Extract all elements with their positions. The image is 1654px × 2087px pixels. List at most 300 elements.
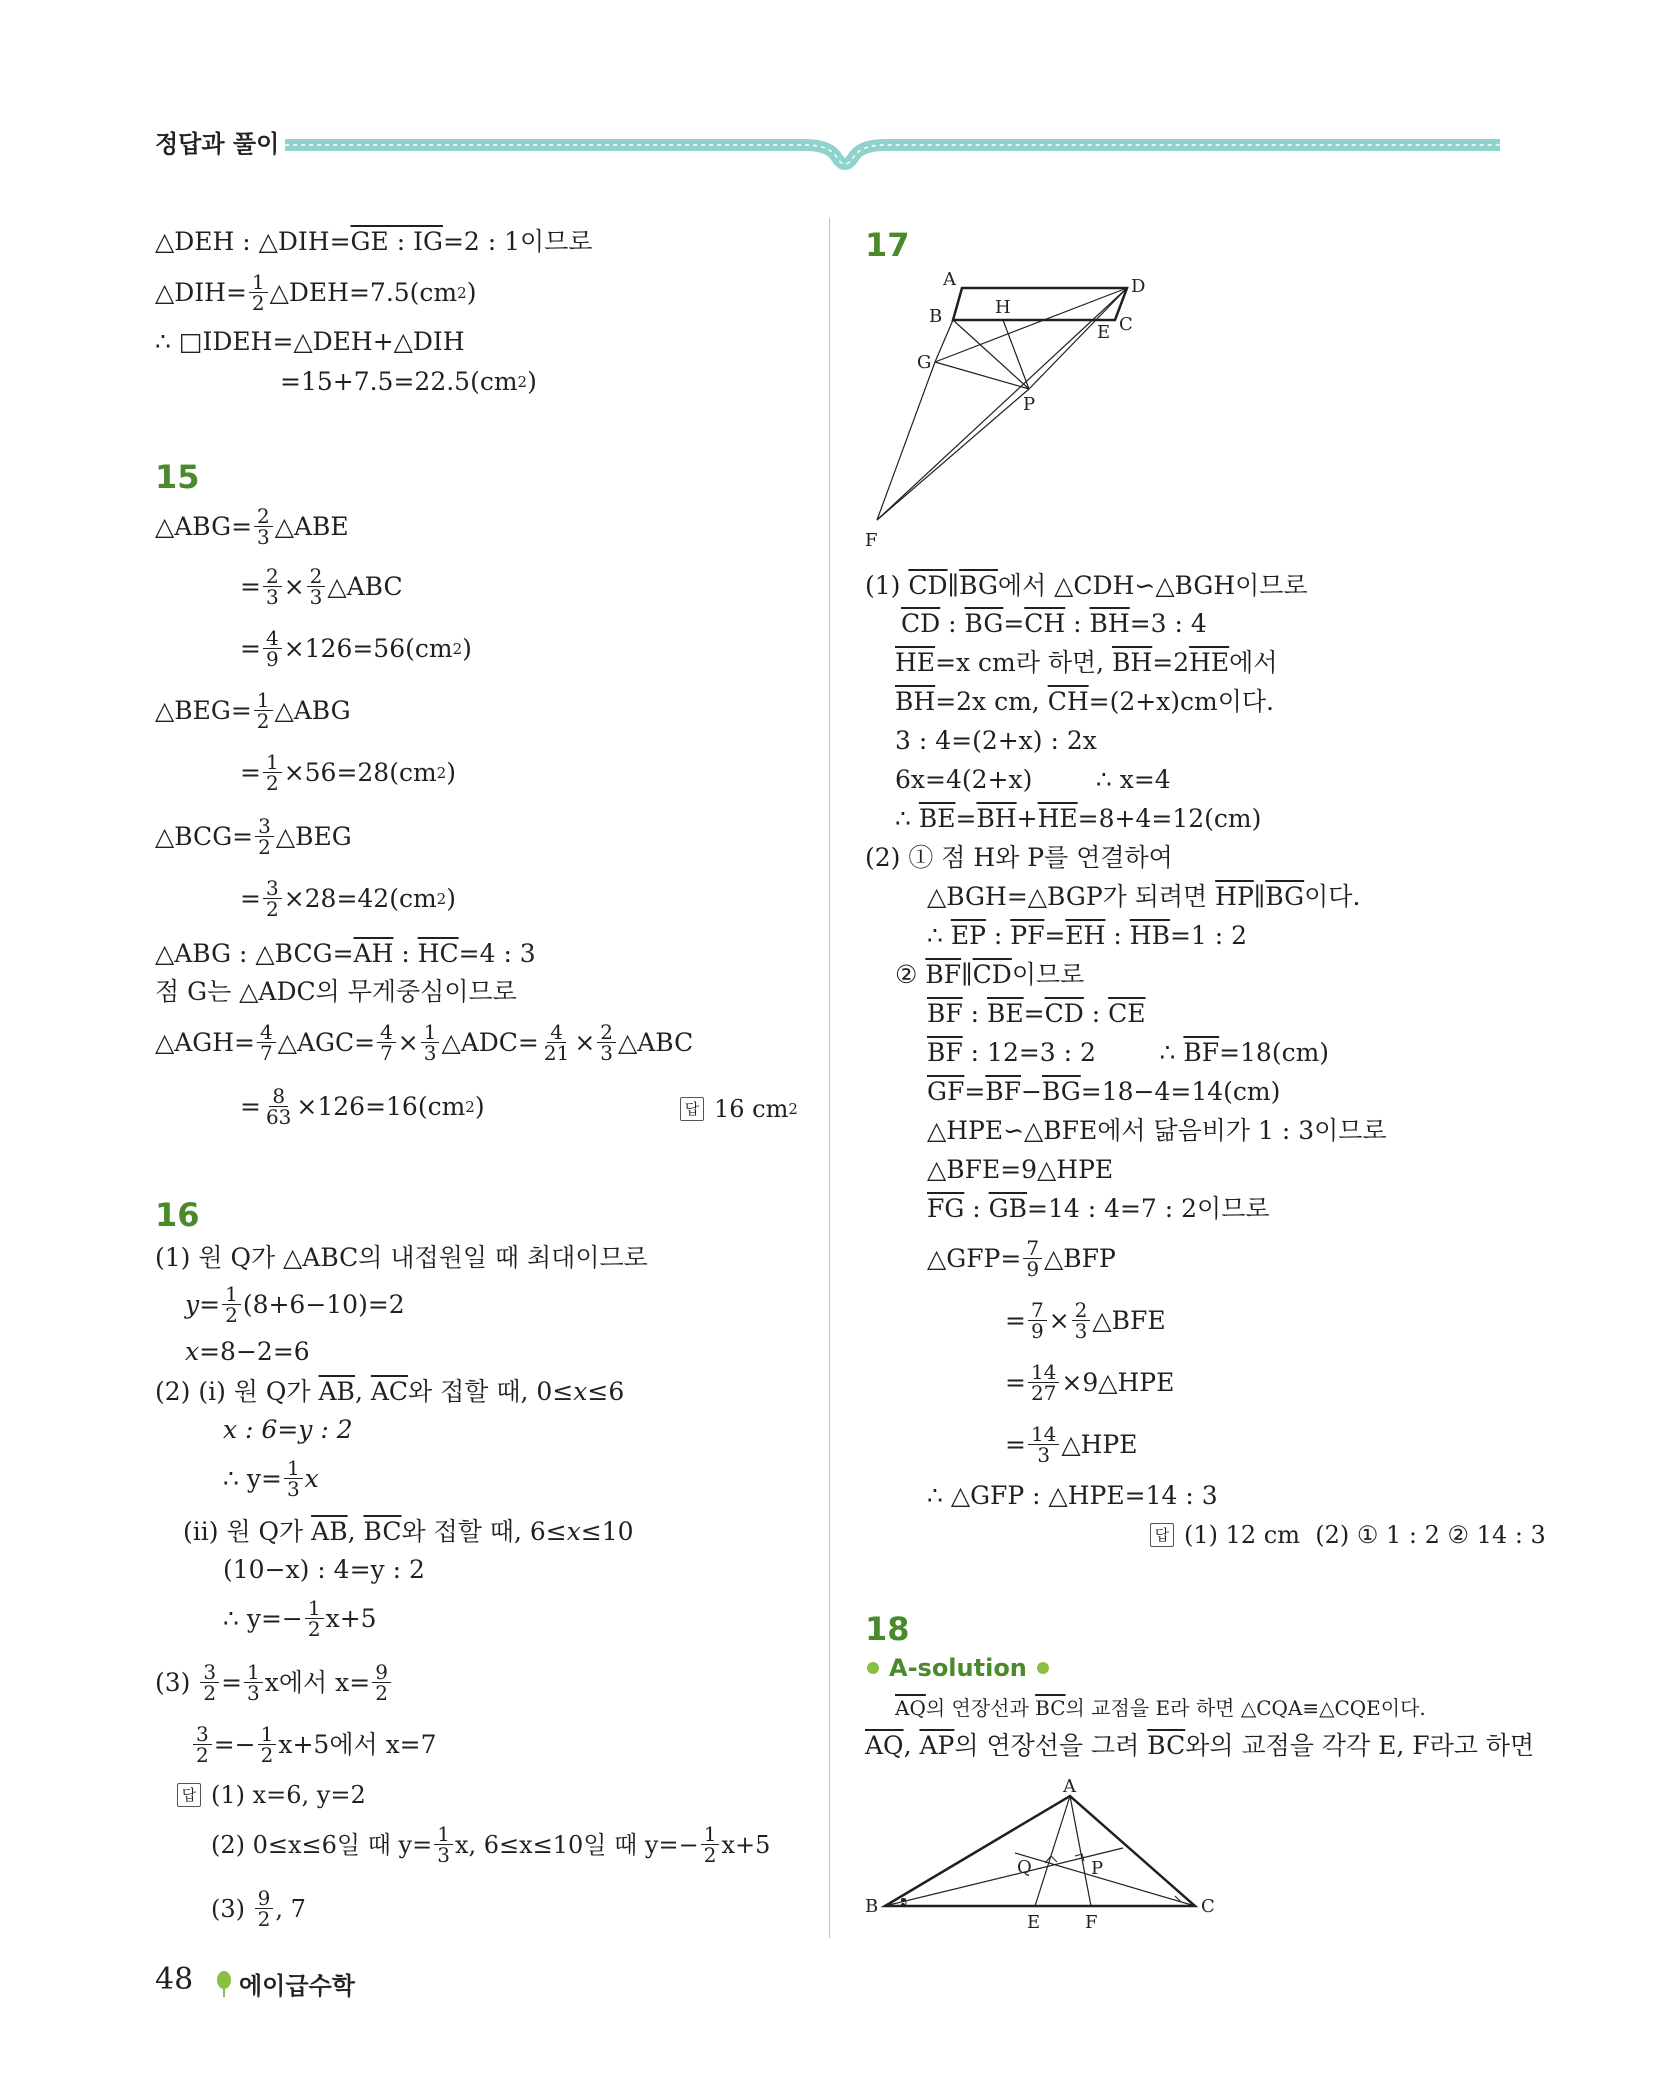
text: △ABG : △BCG= [155,939,354,968]
text: △DEH=7.5(cm [269,277,458,307]
text: = [1005,1367,1026,1397]
text: △DEH : △DIH= [155,227,351,256]
denominator: 2 [258,835,271,859]
segment: $\overline{EP}$ [950,921,986,950]
fraction [263,752,282,793]
text: ≤10 [580,1517,634,1546]
numerator: 7 [1023,1238,1042,1259]
s15-line-b1 [155,690,351,731]
text: : [1083,999,1109,1028]
figure-18-label: A [1063,1778,1076,1797]
denominator: 9 [265,647,279,671]
denominator: 7 [380,1041,393,1065]
answer-text: x+5 [721,1830,771,1859]
text: ) [462,633,472,663]
numerator: 3 [263,878,282,899]
text: = [240,883,261,913]
segment: $\overline{AQ}$ [865,1731,904,1760]
text: =8+4=12(cm) [1077,804,1262,833]
text: = [199,1289,221,1319]
segment: $\overline{PF}$ [1010,921,1045,950]
denominator: 2 [703,1843,717,1867]
denominator: 9 [1026,1257,1040,1281]
text: , [903,1731,920,1760]
a-solution-label: A-solution [889,1654,1027,1682]
segment: $\overline{CE}$ [1108,999,1146,1028]
s16-line-p3a: (10−x) : 4=y : 2 [223,1555,425,1584]
text: : [985,921,1011,950]
fraction [222,1284,241,1325]
numerator: 8 [269,1086,288,1107]
column-divider [829,218,830,1938]
figure-17-label: G [917,352,932,373]
denominator: 2 [257,1907,271,1931]
text: =1 : 2 [1169,921,1248,950]
denominator: 2 [225,1303,238,1327]
text: =8−2=6 [199,1337,310,1366]
text: : [1105,921,1130,950]
text: △GFP= [927,1243,1022,1273]
text: ∴ y=− [223,1603,303,1633]
figure-18-label: B [865,1896,879,1917]
answer-text: (3) [211,1894,253,1923]
fraction [541,1022,572,1063]
denominator: 9 [1030,1319,1044,1343]
superscript: 2 [452,639,463,658]
text: x에서 x= [264,1667,371,1697]
fraction [263,878,282,919]
text: 에서 [1229,648,1278,677]
text: =4 : 3 [458,939,536,968]
figure-18-label: E [1027,1912,1041,1933]
denominator: 27 [1030,1381,1057,1405]
text: =15+7.5=22.5(cm [280,367,518,396]
brand-name: 에이급수학 [239,1972,355,2000]
s17-line-15: △HPE∽△BFE에서 닮음비가 1 : 3이므로 [927,1116,1387,1145]
text: ) [466,277,477,307]
superscript: 2 [436,763,447,782]
text: =2x cm, [935,687,1048,716]
fraction [263,628,282,669]
variable: x [566,1517,581,1546]
text: ) [446,757,456,787]
text: = [240,633,261,663]
text: △AGH= [155,1027,255,1057]
numerator: 1 [249,272,268,293]
text: 의 교점을 E라 하면 △CQA≡△CQE이다. [1065,1696,1426,1720]
s17-line-10 [927,918,1247,954]
answer-mark-icon: 답 [680,1097,704,1121]
numerator: 1 [434,1824,453,1845]
text: = [955,804,977,833]
fraction [249,272,268,313]
denominator: 3 [423,1041,437,1065]
segment: $\overline{BH}$ [1089,609,1130,638]
text: ) [527,367,537,396]
text: =− [213,1729,256,1759]
header-label: 정답과 풀이 [155,130,280,158]
denominator: 7 [260,1041,273,1065]
text: ×28=42(cm [283,883,437,913]
text: =2 [1152,648,1190,677]
numerator: 1 [258,1724,277,1745]
numerator: 1 [222,1284,241,1305]
numerator: 2 [254,506,273,527]
text: : [962,999,988,1028]
s15-line-c1 [155,816,352,857]
text: ×56=28(cm [283,757,437,787]
s17-line-4 [895,684,1274,720]
answer-text: (2) 0≤x≤6일 때 y= [211,1830,433,1859]
denominator: 2 [265,771,279,795]
text: = [1005,1305,1026,1335]
text: △DIH= [155,277,247,307]
figure-18-label: Q [1017,1857,1032,1878]
numerator: 2 [307,566,326,587]
s17-line-11 [895,957,1084,993]
segment: $\overline{AB}$ [318,1377,355,1406]
fraction [434,1824,453,1865]
page-number: 48 [155,1962,194,1997]
figure-17-label: H [995,297,1011,318]
s15-answer [680,1092,798,1126]
text: : [964,1194,989,1223]
segment: $\overline{AQ}$ [895,1696,926,1720]
s17-line-2 [901,606,1207,642]
segment: $\overline{BF}$ [927,1038,963,1067]
text: ) [474,1091,485,1121]
text: ) [446,883,456,913]
fraction [307,566,326,607]
text: △BGH=△BGP가 되려면 [927,882,1216,911]
s17-line-17 [927,1191,1270,1227]
text: △ABG= [155,511,253,541]
segment: $\overline{BF}$ [985,1077,1021,1106]
segment: $\overline{BG}$ [1265,882,1305,911]
numerator: 3 [200,1662,219,1683]
segment: $\overline{AB}$ [311,1517,348,1546]
superscript: 2 [517,373,528,391]
numerator: 2 [263,566,282,587]
text: 의 연장선을 그려 [954,1731,1148,1760]
fraction [597,1022,616,1063]
text: ∴ [895,804,919,833]
text: = [221,1667,243,1697]
s15-line-a2 [240,566,403,607]
segment: $\overline{FG}$ [927,1194,965,1223]
denominator: 2 [196,1743,209,1767]
segment: $\overline{BC}$ [1147,1731,1186,1760]
text: × [283,571,305,601]
s17-line-9 [927,879,1360,915]
text: △BFP [1044,1243,1116,1273]
s17-line-12 [927,996,1146,1032]
segment: $\overline{AH}$ [353,939,394,968]
s16-line-p2a: x : 6=y : 2 [223,1415,353,1444]
denominator: 3 [309,585,323,609]
text: 와의 교점을 각각 E, F라고 하면 [1185,1731,1535,1760]
segment: $\overline{BG}$ [1041,1077,1081,1106]
text: (2) (ⅰ) 원 Q가 [155,1377,319,1406]
fraction [257,1022,276,1063]
denominator: 3 [437,1843,450,1867]
denominator: 3 [600,1041,614,1065]
variable: x [185,1337,200,1366]
s16-line-p2 [155,1374,624,1410]
figure-18-label: C [1201,1896,1215,1917]
text: ≤6 [587,1377,625,1406]
text: = [1044,921,1066,950]
text: 에서 △CDH∽△BGH이므로 [997,571,1308,600]
answer-mark-icon: 답 [1150,1523,1174,1547]
text: ×126=56(cm [283,633,453,663]
text: △BEG [275,821,352,851]
denominator: 2 [260,1743,274,1767]
fraction [284,1458,303,1499]
denominator: 2 [203,1681,217,1705]
text: × [574,1027,596,1057]
s15-line-d2 [240,1086,485,1127]
figure-17-label: P [1023,394,1036,415]
fraction [255,1888,274,1929]
fraction [254,690,273,731]
text: : 12=3 : 2 ∴ [962,1038,1184,1067]
text: △BCG= [155,821,254,851]
numerator: 1 [421,1022,440,1043]
text: =x cm라 하면, [935,648,1113,677]
numerator: 9 [372,1662,391,1683]
text: = [1005,1429,1026,1459]
segment: $\overline{BH}$ [895,687,936,716]
denominator: 3 [257,525,270,549]
numerator: 1 [284,1458,303,1479]
text: ∥ [947,571,960,600]
segment: $\overline{HC}$ [417,939,459,968]
answer-text: 16 cm [714,1095,789,1123]
text: =2 : 1이므로 [442,227,593,256]
answer-text: , 7 [275,1894,306,1923]
fraction [1023,1238,1042,1279]
text: = [964,1077,986,1106]
text: (ⅱ) 원 Q가 [183,1517,312,1546]
text: △ABG [274,695,351,725]
s16-answer-1 [177,1778,366,1812]
segment: $\overline{HE}$ [895,648,936,677]
s17-line-18 [927,1238,1116,1279]
text: △AGC= [277,1027,376,1057]
text: ② [895,960,926,989]
numerator: 14 [1028,1424,1059,1445]
s17-line-3 [895,645,1277,681]
text: × [1048,1305,1070,1335]
text: (3) [155,1667,199,1697]
figure-18-label: F [1085,1912,1098,1933]
text: (1) [865,571,909,600]
segment: $\overline{BG}$ [959,571,998,600]
fraction [255,816,274,857]
s16-line-p1a [185,1284,405,1325]
text: =14 : 4=7 : 2이므로 [1027,1194,1270,1223]
text: =18−4=14(cm) [1080,1077,1281,1106]
fraction [200,1662,219,1703]
text: ×126=16(cm [296,1091,466,1121]
text: △ABC [618,1027,694,1057]
segment: $\overline{CD}$ [1044,999,1084,1028]
segment: $\overline{CD}$ [901,609,941,638]
text: =3 : 4 [1129,609,1207,638]
s16-answer-3 [211,1888,306,1929]
section-number-18: 18 [865,1610,910,1648]
fraction [244,1662,263,1703]
answer-text: (1) x=6, y=2 [211,1781,366,1809]
s16-line-p1: (1) 원 Q가 △ABC의 내접원일 때 최대이므로 [155,1243,648,1272]
text: 의 연장선과 [925,1696,1036,1720]
numerator: 4 [257,1022,276,1043]
balloon-icon [215,1970,233,1998]
text: x+5 [325,1603,377,1633]
a-solution-heading [857,1654,1059,1682]
s17-line-14 [927,1074,1280,1110]
text: x+5에서 x=7 [278,1729,437,1759]
fraction [1072,1300,1091,1341]
text: = [240,1091,261,1121]
superscript: 2 [465,1097,475,1116]
text: △ABC [327,571,403,601]
fraction [263,566,282,607]
denominator: 3 [247,1681,260,1705]
numerator: 3 [255,816,274,837]
denominator: 2 [375,1681,388,1705]
section-number-17: 17 [865,226,910,264]
text: (8+6−10)=2 [242,1289,405,1319]
text: = [1003,609,1025,638]
s17-line-16: △BFE=9△HPE [927,1155,1114,1184]
segment: $\overline{BC}$ [363,1517,402,1546]
denominator: 3 [1074,1319,1088,1343]
prev-line-1 [155,224,592,260]
segment: $\overline{BE}$ [918,804,956,833]
s17-line-7 [895,801,1261,837]
s17-line-6: 6x=4(2+x) ∴ x=4 [895,765,1171,794]
numerator: 1 [305,1598,324,1619]
bullet-dot-icon [867,1662,879,1674]
figure-17-label: E [1097,322,1111,343]
fraction [1028,1424,1059,1465]
text: 이다. [1304,882,1361,911]
s17-line-21 [1005,1424,1138,1465]
segment: $\overline{BF}$ [925,960,962,989]
segment: $\overline{HB}$ [1129,921,1170,950]
answer-text: x, 6≤x≤10일 때 y=− [454,1830,699,1859]
s15-line-a3 [240,628,472,669]
fraction [377,1022,396,1063]
s15-line-a1 [155,506,349,547]
fraction [305,1598,324,1639]
s17-line-19 [1005,1300,1166,1341]
text: △ABE [274,511,349,541]
segment: $\overline{BE}$ [987,999,1024,1028]
text: , [347,1517,364,1546]
segment: $\overline{CD}$ [972,960,1012,989]
segment: $\overline{HE}$ [1189,648,1230,677]
figure-17-label: D [1131,276,1146,297]
numerator: 14 [1028,1362,1059,1383]
text: , [354,1377,371,1406]
segment: $\overline{CD}$ [908,571,948,600]
prev-line-2 [155,272,476,313]
figure-17-label: C [1119,314,1133,335]
s17-line-13 [927,1035,1329,1071]
numerator: 1 [244,1662,263,1683]
s15-line-d1 [155,1022,693,1063]
answer-text: (1) 12 cm (2) ① 1 : 2 ② 14 : 3 [1184,1521,1546,1549]
variable: x [573,1377,588,1406]
numerator: 7 [1028,1300,1047,1321]
text: △ADC= [441,1027,539,1057]
numerator: 4 [263,628,282,649]
numerator: 1 [254,690,273,711]
text: △HPE [1061,1429,1138,1459]
s15-line-r2: 점 G는 △ADC의 무게중심이므로 [155,977,517,1006]
variable: x [304,1463,319,1493]
segment: $\overline{BC}$ [1035,1696,1066,1720]
s16-answer-2 [211,1824,770,1865]
fraction [254,506,273,547]
denominator: 2 [307,1617,321,1641]
text: = [240,571,261,601]
fraction [263,1086,294,1127]
text: =(2+x)cm이다. [1088,687,1274,716]
numerator: 9 [255,1888,274,1909]
text: ∴ y= [223,1463,282,1493]
segment: $\overline{EH}$ [1065,921,1106,950]
s17-line-22: ∴ △GFP : △HPE=14 : 3 [927,1481,1218,1510]
text: =18(cm) [1219,1038,1330,1067]
text: △BEG= [155,695,252,725]
superscript: 2 [436,889,447,908]
segment: $\overline{BG}$ [964,609,1004,638]
figure-17-label: B [929,306,943,327]
figure-17-label: A [943,270,956,290]
header-band [285,128,1500,178]
fraction [258,1724,277,1765]
figure-18-label: P [1091,1858,1104,1879]
s18-line-1 [865,1728,1534,1764]
segment: $\overline{HE}$ [1037,804,1078,833]
s15-line-c2 [240,878,456,919]
segment: $\overline{BH}$ [976,804,1017,833]
s17-answer [1150,1518,1546,1552]
text: 와 접할 때, 0≤ [408,1377,574,1406]
s16-line-p5 [191,1724,437,1765]
s16-line-p3 [183,1514,634,1550]
s16-line-p2b [223,1458,319,1499]
a-solution-hint [895,1690,1426,1726]
s17-line-1 [865,568,1308,604]
segment: $\overline{GB}$ [988,1194,1027,1223]
denominator: 21 [543,1041,570,1065]
brand-logo [215,1966,355,2001]
answer-mark-icon: 답 [177,1783,201,1807]
s16-line-p1b [185,1334,310,1370]
denominator: 3 [1037,1443,1051,1467]
fraction [1028,1300,1047,1341]
fraction [372,1662,391,1703]
s15-line-r1 [155,936,536,972]
text: △BFE [1092,1305,1166,1335]
segment: $\overline{HP}$ [1215,882,1254,911]
variable: y [185,1289,200,1319]
